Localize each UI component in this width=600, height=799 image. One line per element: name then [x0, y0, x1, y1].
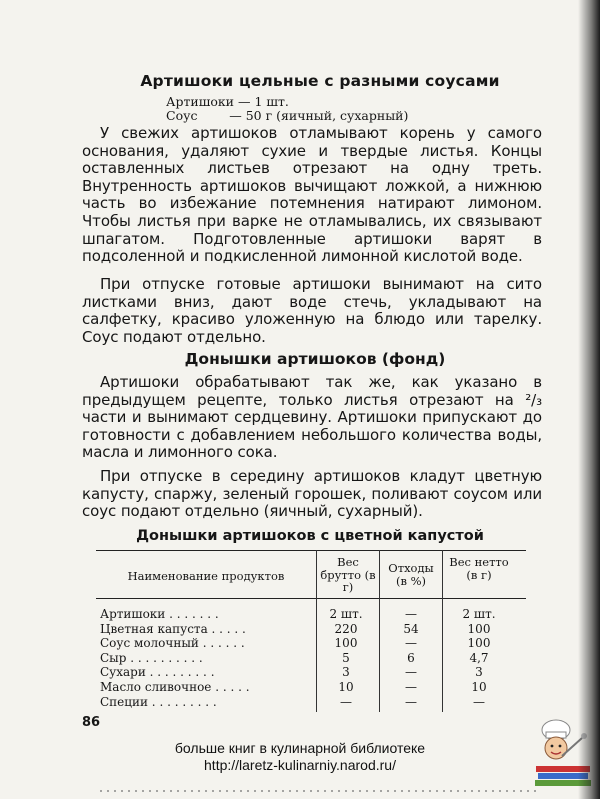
table-divider [316, 550, 317, 712]
scan-artifact-dots [0, 788, 600, 794]
table-rule-header [96, 598, 526, 599]
table-cell-gross: 100 [334, 636, 358, 651]
table-cell-gross: — [340, 694, 352, 709]
table-cell-waste: — [405, 694, 417, 709]
table-divider [379, 550, 380, 712]
table-rule-top [96, 550, 526, 551]
table-cell-product: Артишоки . . . . . . . [100, 607, 219, 621]
header-waste: Отходы (в %) [388, 561, 434, 588]
table-cell-waste: 6 [407, 650, 415, 665]
recipe-paragraph [82, 276, 542, 346]
table-cell-waste: — [405, 607, 417, 621]
table-cell-net: — [473, 694, 485, 709]
page-edge-shadow [578, 0, 600, 799]
table-cell-product: Сухари . . . . . . . . . [100, 665, 215, 680]
ingredient-line-sauce: Соус — 50 г (яичный, сухарный) [166, 108, 409, 123]
table-cell-gross: 2 шт. [329, 607, 363, 621]
footer-link[interactable]: http://laretz-kulinarniy.narod.ru/ [204, 757, 396, 773]
table-cell-gross: 10 [338, 680, 354, 694]
table-cell-waste: — [405, 636, 417, 651]
header-gross-weight: Вес брутто (в г) [320, 555, 376, 594]
page-number: 86 [82, 715, 101, 730]
header-product-name: Наименование продуктов [127, 569, 285, 583]
table-cell-waste: — [405, 665, 417, 680]
table-cell-waste: 54 [403, 621, 419, 636]
table-cell-product: Специи . . . . . . . . . [100, 694, 217, 709]
recipe-paragraph [82, 125, 542, 266]
table-cell-net: 100 [467, 621, 491, 636]
header-net-weight: Вес нетто (в г) [449, 555, 509, 582]
table-cell-product: Соус молочный . . . . . . [100, 636, 245, 651]
table-cell-product: Цветная капуста . . . . . [100, 621, 246, 636]
table-cell-waste: — [405, 680, 417, 694]
table-cell-gross: 5 [342, 650, 350, 665]
recipe-paragraph [82, 374, 542, 462]
paragraph-text: У свежих артишоков отламывают корень у самого основания, удаляют сухие и твердые листья. Концы оставленных листьев отрезают на одну треть. Внутренность артишоков вычищают ложкой, а нижнюю часть во избежание потемнения натирают лимоном. Чтобы листья при варке не отламывались, их связывают шпагатом. Подготовленные артишоки варят в подсоленной и подкисленной лимонной кислотой воде. [82, 124, 542, 266]
table-divider [442, 550, 443, 712]
ingredients-table [96, 550, 526, 712]
recipe-title-artichokes-whole: Артишоки цельные с разными соусами [140, 72, 500, 90]
table-title: Донышки артишоков с цветной капустой [136, 528, 484, 544]
table-cell-gross: 3 [342, 665, 350, 680]
table-cell-gross: 220 [334, 621, 358, 636]
paragraph-text: При отпуске готовые артишоки вынимают на сито листками вниз, дают воде стечь, укладывают на салфетку, красиво уложенную на блюдо или тарелку. Соус подают отдельно. [82, 275, 542, 346]
recipe-title-artichoke-bottoms: Донышки артишоков (фонд) [184, 350, 446, 368]
table-cell-net: 10 [471, 680, 487, 694]
footer-line: больше книг в кулинарной библиотеке [174, 740, 426, 756]
table-cell-net: 2 шт. [462, 607, 496, 621]
table-cell-net: 100 [467, 636, 491, 651]
paragraph-text: При отпуске в середину артишоков кладут цветную капусту, спаржу, зеленый горошек, поливают соусом или соус подают отдельно (яичный, сухарный). [82, 467, 542, 521]
table-cell-net: 4,7 [469, 650, 489, 665]
table-cell-product: Масло сливочное . . . . . [100, 680, 250, 694]
recipe-paragraph [82, 468, 542, 521]
paragraph-text: Артишоки обрабатывают так же, как указано в предыдущем рецепте, только листья отрезают на ²/₃ части и вынимают сердцевину. Артишоки припускают до готовности с добавлением небольшого количества воды, масла и лимонного сока. [82, 373, 542, 462]
table-cell-net: 3 [475, 665, 483, 680]
ingredient-line-artichokes: Артишоки — 1 шт. [166, 94, 289, 109]
table-cell-product: Сыр . . . . . . . . . . [100, 650, 203, 665]
library-footer [0, 740, 600, 774]
